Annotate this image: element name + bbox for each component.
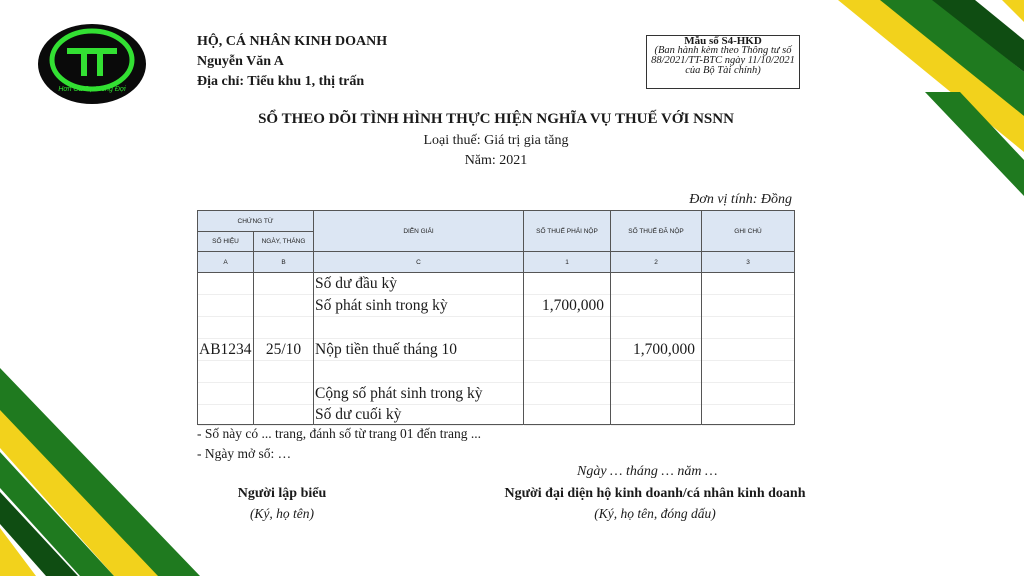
row1-desc: Số dư đầu kỳ	[314, 273, 523, 295]
document-year: Năm: 2021	[464, 153, 528, 168]
column-so-hieu	[198, 273, 254, 425]
top-right-stripes	[838, 0, 1024, 196]
row3-ngay-thang: 25/10	[254, 339, 313, 361]
index-c: C	[314, 252, 524, 273]
representative-role: Người đại diện hộ kinh doanh/cá nhân kinh doanh	[504, 486, 806, 501]
page-count-note: - Số này có ... trang, đánh số từ trang 01 đến trang ...	[197, 426, 482, 441]
index-2: 2	[611, 252, 702, 273]
tax-type: Loại thuế: Giá trị gia tăng	[423, 133, 569, 148]
row2-phai-nop: 1,700,000	[524, 295, 610, 317]
header-ghi-chu: GHI CHÚ	[702, 211, 795, 252]
row3-desc: Nộp tiền thuế tháng 10	[314, 339, 523, 361]
index-3: 3	[702, 252, 795, 273]
preparer-hint: (Ký, họ tên)	[249, 506, 315, 521]
header-so-thue-phai-nop: SỐ THUẾ PHẢI NỘP	[524, 211, 611, 252]
logo-icon	[37, 24, 147, 106]
bottom-left-stripes	[0, 368, 200, 576]
column-so-thue-phai-nop	[524, 273, 611, 425]
preparer-signature	[212, 486, 352, 522]
form-number-box	[646, 35, 800, 89]
open-date-note: - Ngày mở sổ: …	[197, 446, 292, 461]
row3-so-hieu: AB1234	[198, 339, 253, 361]
date-line: Ngày … tháng … năm …	[577, 464, 718, 479]
index-a: A	[198, 252, 254, 273]
business-type: HỘ, CÁ NHÂN KINH DOANH	[197, 34, 388, 49]
index-b: B	[254, 252, 314, 273]
form-number: Mẫu số S4-HKD	[684, 35, 762, 47]
currency-unit: Đơn vị tính: Đồng	[689, 192, 792, 207]
column-so-thue-da-nop	[611, 273, 702, 425]
column-ghi-chu	[702, 273, 795, 425]
logo-slogan: Hơn Cả Sự Mong Đợi	[58, 86, 126, 93]
document-title: SỔ THEO DÕI TÌNH HÌNH THỰC HIỆN NGHĨA VỤ THUẾ VỚI NSNN	[258, 111, 734, 127]
business-address: Địa chỉ: Tiểu khu 1, thị trấn	[197, 74, 365, 89]
table-body-row	[198, 273, 795, 425]
header-chung-tu: CHỨNG TỪ	[198, 211, 314, 232]
representative-signature	[470, 486, 840, 522]
row2-desc: Số phát sinh trong kỳ	[314, 295, 523, 317]
form-legal-note: (Ban hành kèm theo Thông tư số 88/2021/TT-BTC ngày 11/10/2021 của Bộ Tài chính)	[651, 45, 795, 76]
index-1: 1	[524, 252, 611, 273]
tax-ledger-table	[197, 210, 795, 425]
company-logo	[37, 24, 147, 106]
representative-hint: (Ký, họ tên, đóng dấu)	[594, 506, 716, 521]
header-so-thue-da-nop: SỐ THUẾ ĐÃ NỘP	[611, 211, 702, 252]
row3-da-nop: 1,700,000	[611, 339, 701, 361]
row5-desc: Số dư cuối kỳ	[314, 404, 523, 426]
business-owner: Nguyễn Văn A	[197, 54, 284, 69]
column-dien-giai	[314, 273, 524, 425]
header-dien-giai: DIỄN GIẢI	[314, 211, 524, 252]
preparer-role: Người lập biểu	[237, 486, 327, 501]
header-ngay-thang: NGÀY, THÁNG	[254, 232, 314, 252]
column-ngay-thang	[254, 273, 314, 425]
header-so-hieu: SỐ HIỆU	[198, 232, 254, 252]
row4-desc: Cộng số phát sinh trong kỳ	[314, 383, 523, 405]
